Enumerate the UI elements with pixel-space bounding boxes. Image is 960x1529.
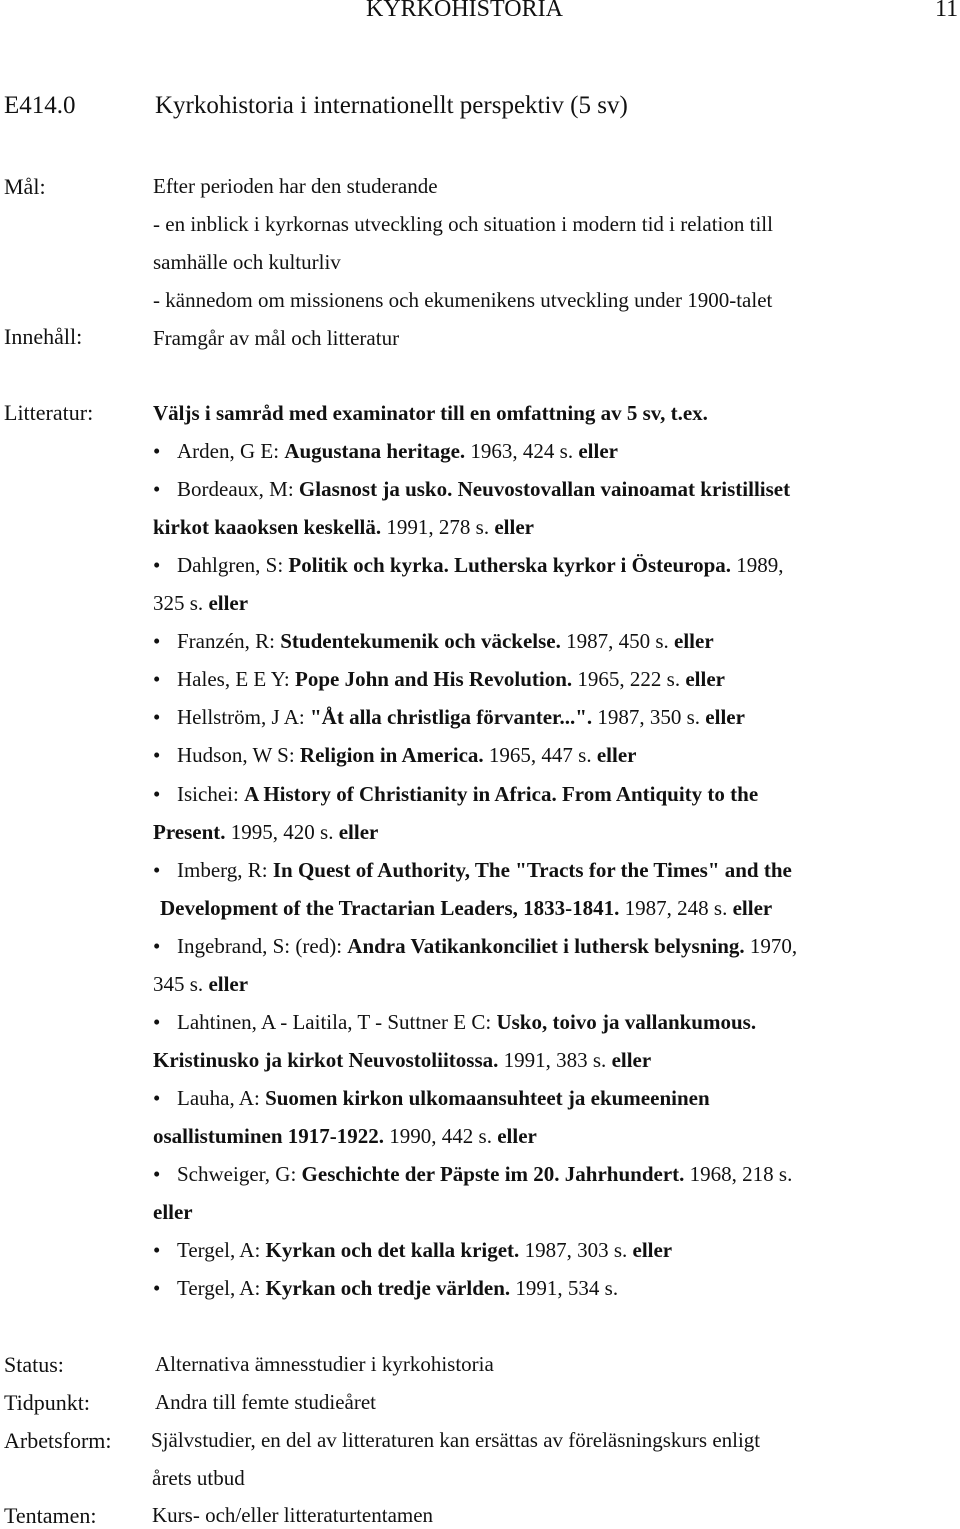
literature-item-cont (153, 515, 534, 540)
item-info: 1987, 303 s. (519, 1238, 633, 1262)
eller-word: eller (578, 439, 618, 463)
item-author: Isichei: (177, 782, 245, 806)
item-author: Franzén, R: (177, 629, 281, 653)
item-title: Studentekumenik och väckelse. (280, 629, 561, 653)
page-number: 11 (935, 0, 959, 22)
course-code: E414.0 (4, 92, 76, 119)
eller-word: eller (497, 1124, 537, 1148)
literature-item (153, 934, 797, 959)
literature-item-cont (153, 1048, 651, 1073)
eller-word: eller (338, 820, 379, 844)
item-title-cont: Present. (153, 820, 226, 844)
literature-item-cont (153, 972, 248, 997)
item-title-cont: kirkot kaaoksen keskellä. (153, 515, 382, 539)
bullet-icon: • (153, 782, 161, 806)
item-info: 1991, 534 s. (510, 1276, 619, 1300)
item-author: Imberg, R: (177, 858, 273, 882)
item-info: 1995, 420 s. (225, 820, 339, 844)
literature-item-cont (160, 896, 772, 921)
literature-item (153, 1276, 618, 1301)
eller-word: eller (611, 1048, 652, 1072)
literature-item-cont (153, 1124, 537, 1149)
tidpunkt-text: Andra till femte studieåret (155, 1390, 377, 1414)
item-info: 1990, 442 s. (384, 1124, 498, 1148)
item-info-cont: 325 s. (153, 591, 209, 615)
item-title: Kyrkan och tredje världen. (265, 1276, 511, 1300)
literature-item (153, 705, 745, 730)
eller-word: eller (674, 629, 714, 653)
bullet-icon: • (153, 705, 161, 729)
item-info: 1989, (731, 553, 784, 577)
item-author: Ingebrand, S: (red): (177, 934, 348, 958)
literature-item (153, 858, 792, 883)
literature-item-cont (153, 820, 378, 845)
literature-item-cont (153, 591, 248, 616)
item-title: Geschichte der Päpste im 20. Jahrhundert. (301, 1162, 685, 1186)
course-title: Kyrkohistoria i internationellt perspektiv (5 sv) (155, 92, 628, 119)
bullet-icon: • (153, 743, 161, 767)
literature-item (153, 743, 636, 768)
status-label: Status: (4, 1352, 64, 1377)
item-author: Dahlgren, S: (177, 553, 289, 577)
literature-item (153, 439, 618, 464)
tidpunkt-label: Tidpunkt: (4, 1390, 91, 1415)
item-title: Andra Vatikankonciliet i luthersk belysning. (347, 934, 745, 958)
item-title: A History of Christianity in Africa. From Antiquity to the (244, 782, 759, 806)
bullet-icon: • (153, 1086, 161, 1110)
item-author: Bordeaux, M: (177, 477, 299, 501)
bullet-icon: • (153, 553, 161, 577)
literature-item (153, 782, 758, 807)
eller-word: eller (596, 743, 637, 767)
tentamen-label: Tentamen: (4, 1503, 97, 1528)
eller-word: eller (705, 705, 745, 729)
mal-line: samhälle och kulturliv (153, 250, 341, 274)
item-title: In Quest of Authority, The "Tracts for the Times" and the (272, 858, 792, 882)
item-title-cont: Development of the Tractarian Leaders, 1833-1841. (160, 896, 620, 920)
arbetsform-text-cont: årets utbud (152, 1466, 245, 1490)
item-info: 1968, 218 s. (684, 1162, 793, 1186)
literature-item (153, 629, 714, 654)
item-info: 1970, (744, 934, 798, 958)
bullet-icon: • (153, 934, 161, 958)
arbetsform-label: Arbetsform: (4, 1428, 112, 1453)
item-info: 1991, 383 s. (498, 1048, 612, 1072)
literature-item (153, 667, 725, 692)
mal-label: Mål: (4, 174, 46, 199)
item-author: Hellström, J A: (177, 705, 311, 729)
item-title-cont: osallistuminen 1917-1922. (153, 1124, 385, 1148)
eller-word: eller (685, 667, 725, 691)
literature-item (153, 553, 784, 578)
eller-word: eller (208, 972, 249, 996)
bullet-icon: • (153, 1276, 161, 1300)
item-title: Usko, toivo ja vallankumous. (496, 1010, 757, 1034)
eller-word: eller (732, 896, 773, 920)
item-author: Tergel, A: (177, 1276, 266, 1300)
bullet-icon: • (153, 477, 161, 501)
item-author: Tergel, A: (177, 1238, 266, 1262)
mal-line: - kännedom om missionens och ekumenikens utveckling under 1900-talet (153, 288, 773, 312)
bullet-icon: • (153, 439, 161, 463)
item-title: "Åt alla christliga förvanter...". (310, 705, 593, 729)
item-author: Hales, E E Y: (177, 667, 296, 691)
literature-item (153, 1162, 792, 1187)
mal-line: - en inblick i kyrkornas utveckling och situation i modern tid i relation till (153, 212, 773, 236)
bullet-icon: • (153, 667, 161, 691)
eller-word: eller (208, 591, 249, 615)
item-title: Pope John and His Revolution. (295, 667, 573, 691)
bullet-icon: • (153, 1238, 161, 1262)
literature-item (153, 1010, 756, 1035)
eller-word: eller (632, 1238, 673, 1262)
literature-item (153, 1086, 710, 1111)
item-info: 1965, 447 s. (483, 743, 597, 767)
item-author: Schweiger, G: (177, 1162, 302, 1186)
innehall-text: Framgår av mål och litteratur (153, 326, 400, 350)
tentamen-text: Kurs- och/eller litteraturtentamen (152, 1503, 434, 1527)
eller-word: eller (153, 1200, 193, 1224)
item-info: 1991, 278 s. (381, 515, 495, 539)
running-header: KYRKOHISTORIA (366, 0, 563, 22)
item-info: 1987, 248 s. (619, 896, 733, 920)
item-author: Lahtinen, A - Laitila, T - Suttner E C: (177, 1010, 497, 1034)
eller-word: eller (494, 515, 534, 539)
item-title: Kyrkan och det kalla kriget. (265, 1238, 520, 1262)
item-info: 1963, 424 s. (465, 439, 579, 463)
bullet-icon: • (153, 629, 161, 653)
item-info: 1965, 222 s. (572, 667, 686, 691)
item-author: Hudson, W S: (177, 743, 300, 767)
litteratur-label: Litteratur: (4, 400, 94, 425)
item-info: 1987, 350 s. (592, 705, 706, 729)
item-title: Suomen kirkon ulkomaansuhteet ja ekumeeninen (265, 1086, 710, 1110)
item-title: Glasnost ja usko. Neuvostovallan vainoamat kristilliset (298, 477, 791, 501)
status-text: Alternativa ämnesstudier i kyrkohistoria (155, 1352, 494, 1376)
bullet-icon: • (153, 1010, 161, 1034)
item-title: Religion in America. (299, 743, 484, 767)
literature-item (153, 477, 790, 502)
item-title: Augustana heritage. (284, 439, 466, 463)
item-author: Lauha, A: (177, 1086, 266, 1110)
innehall-label: Innehåll: (4, 324, 83, 349)
item-author: Arden, G E: (177, 439, 285, 463)
arbetsform-text: Självstudier, en del av litteraturen kan ersättas av föreläsningskurs enligt (151, 1428, 761, 1452)
mal-line: Efter perioden har den studerande (153, 174, 438, 198)
item-title: Politik och kyrka. Lutherska kyrkor i Östeuropa. (288, 553, 732, 577)
litteratur-intro: Väljs i samråd med examinator till en omfattning av 5 sv, t.ex. (153, 401, 708, 425)
item-info: 1987, 450 s. (560, 629, 675, 653)
literature-item (153, 1238, 672, 1263)
item-title-cont: Kristinusko ja kirkot Neuvostoliitossa. (153, 1048, 499, 1072)
bullet-icon: • (153, 858, 161, 882)
item-info-cont: 345 s. (153, 972, 209, 996)
bullet-icon: • (153, 1162, 161, 1186)
